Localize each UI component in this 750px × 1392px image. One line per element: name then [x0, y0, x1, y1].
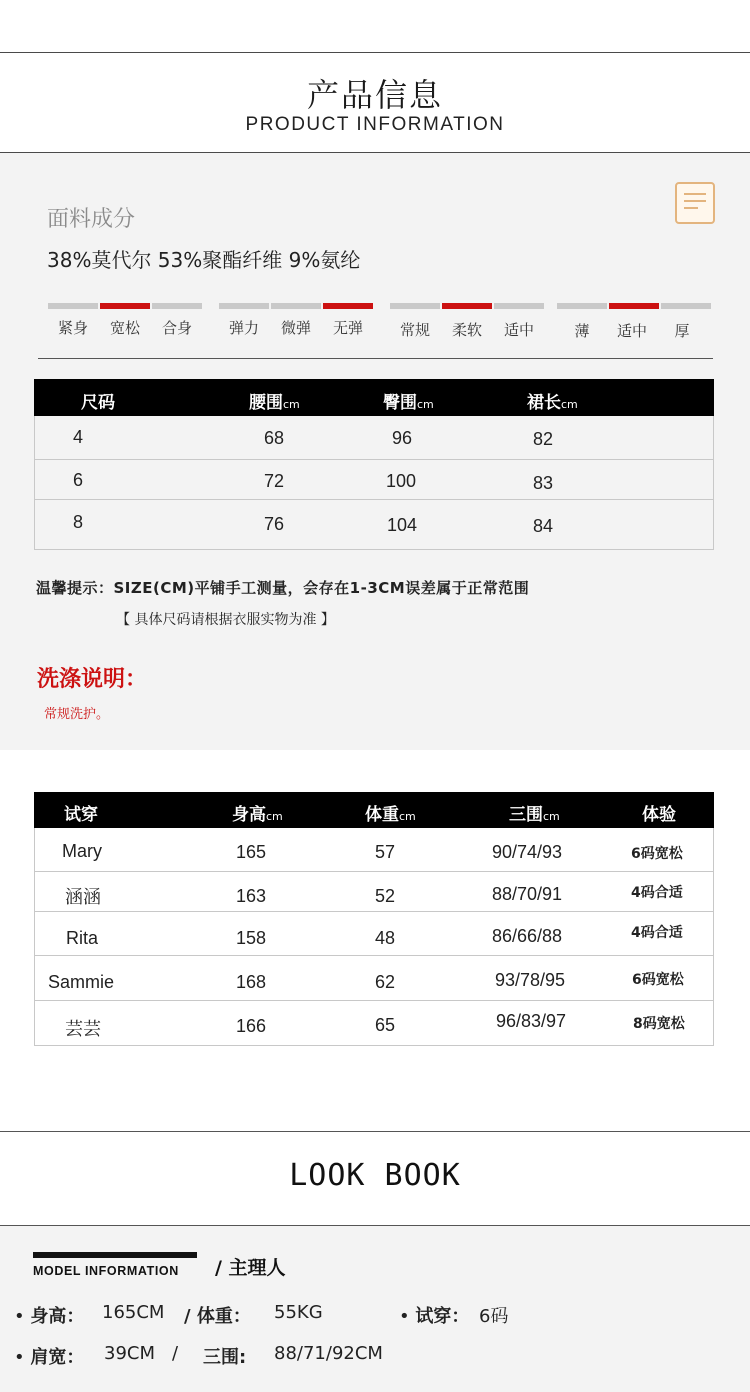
rating-bar — [48, 303, 98, 309]
model-info-accent-bar — [33, 1252, 197, 1258]
section-subtitle: PRODUCT INFORMATION — [245, 114, 505, 135]
rating-option: 弹力 — [228, 319, 259, 337]
rating-option: 适中 — [503, 321, 534, 339]
table-cell: 168 — [236, 972, 267, 992]
rating-bar — [661, 303, 711, 309]
table-cell: 8 — [73, 512, 84, 532]
rating-bar — [557, 303, 607, 309]
wash-instructions-text: 常规洗护。 — [44, 707, 110, 722]
rating-option: 厚 — [674, 322, 690, 340]
rating-option: 合身 — [161, 319, 192, 337]
rating-bar-selected — [609, 303, 659, 309]
table-cell: 83 — [533, 473, 554, 493]
table-cell: 6 — [73, 470, 84, 490]
table-cell: 涵涵 — [65, 887, 101, 907]
rating-option: 无弹 — [332, 319, 363, 337]
table-row — [34, 500, 714, 550]
model-bust-value: 88/71/92CM — [274, 1343, 383, 1364]
rating-option: 柔软 — [451, 321, 482, 339]
measurement-note: 【 具体尺码请根据衣服实物为准 】 — [116, 612, 335, 628]
table-cell: 96/83/97 — [496, 1011, 567, 1031]
table-cell: 72 — [264, 471, 285, 491]
table-row — [34, 460, 714, 500]
table-cell: 65 — [375, 1015, 396, 1035]
table-cell: 6码宽松 — [632, 972, 684, 988]
table-cell: 52 — [375, 886, 396, 906]
header-top-divider — [0, 52, 750, 53]
table-cell: 6码宽松 — [631, 846, 683, 862]
model-weight: / 体重： — [184, 1306, 251, 1327]
rating-option: 薄 — [574, 322, 590, 340]
rating-bar-selected — [442, 303, 492, 309]
table-cell: 90/74/93 — [492, 842, 563, 862]
model-host-label: / 主理人 — [215, 1257, 286, 1279]
table-row — [34, 912, 714, 956]
table-row — [34, 416, 714, 460]
table-cell: 76 — [264, 514, 285, 534]
table-cell: 84 — [533, 516, 554, 536]
table-cell: 165 — [236, 842, 267, 862]
note-icon — [675, 182, 715, 224]
lookbook-top-divider — [0, 1131, 750, 1132]
measurement-tip: 温馨提示：SIZE(CM)平铺手工测量，会存在1-3CM误差属于正常范围 — [36, 579, 530, 597]
rating-option: 适中 — [616, 322, 647, 340]
rating-bar — [219, 303, 269, 309]
fabric-composition: 38%莫代尔 53%聚酯纤维 9%氨纶 — [47, 248, 361, 272]
lookbook-title: LOOK BOOK — [289, 1158, 461, 1193]
rating-option: 常规 — [399, 321, 430, 339]
model-shoulder-value: 39CM — [104, 1343, 156, 1364]
table-row — [34, 956, 714, 1001]
table-cell: 62 — [375, 972, 396, 992]
column-header: 身高cm — [232, 805, 283, 825]
model-info-label: MODEL INFORMATION — [33, 1264, 179, 1278]
table-cell: Rita — [66, 928, 99, 948]
table-cell: 166 — [236, 1016, 267, 1036]
model-shoulder: • 肩宽： — [14, 1347, 85, 1368]
section-title: 产品信息 — [306, 76, 443, 114]
table-cell: 芸芸 — [65, 1019, 101, 1039]
column-header: 体重cm — [365, 805, 416, 825]
column-header: 尺码 — [81, 393, 115, 413]
column-header: 试穿 — [64, 805, 98, 825]
table-cell: 68 — [264, 428, 285, 448]
table-cell: Mary — [62, 841, 102, 861]
fabric-label: 面料成分 — [47, 207, 136, 232]
model-weight-value: 55KG — [274, 1302, 323, 1323]
rating-option: 紧身 — [57, 319, 88, 337]
table-row — [34, 1001, 714, 1046]
table-cell: 104 — [387, 515, 418, 535]
table-cell: 48 — [375, 928, 396, 948]
table-cell: 4码合适 — [631, 885, 683, 901]
table-cell: 100 — [386, 471, 417, 491]
table-row — [34, 828, 714, 872]
rating-option: 宽松 — [109, 319, 140, 337]
table-cell: 8码宽松 — [633, 1016, 685, 1032]
table-cell: 96 — [392, 428, 413, 448]
model-height-value: 165CM — [102, 1302, 165, 1323]
section-divider — [38, 358, 713, 359]
table-cell: 86/66/88 — [492, 926, 563, 946]
rating-bar — [271, 303, 321, 309]
size-table-header — [34, 379, 714, 416]
column-header: 裙长cm — [527, 393, 578, 413]
column-header: 体验 — [642, 805, 676, 825]
table-cell: 57 — [375, 842, 396, 862]
table-cell: 158 — [236, 928, 267, 948]
column-header: 臀围cm — [383, 393, 434, 413]
table-cell: 82 — [533, 429, 554, 449]
table-cell: 93/78/95 — [495, 970, 566, 990]
model-tryon-value: 6码 — [479, 1306, 509, 1327]
rating-bar — [494, 303, 544, 309]
rating-bar-selected — [100, 303, 150, 309]
rating-bar-selected — [323, 303, 373, 309]
table-row — [34, 872, 714, 912]
wash-instructions-title: 洗涤说明： — [37, 667, 148, 692]
table-cell: 4 — [73, 427, 84, 447]
column-header: 腰围cm — [249, 393, 300, 413]
column-header: 三围cm — [509, 805, 560, 825]
table-cell: 4码合适 — [631, 925, 683, 941]
rating-option: 微弹 — [280, 319, 311, 337]
model-height: • 身高： — [14, 1306, 85, 1327]
model-bust: 三围: — [203, 1347, 247, 1368]
tryon-table-header — [34, 792, 714, 828]
table-cell: 88/70/91 — [492, 884, 563, 904]
rating-bar — [152, 303, 202, 309]
table-cell: 163 — [236, 886, 267, 906]
model-separator: / — [172, 1343, 179, 1364]
table-cell: Sammie — [48, 972, 115, 992]
rating-bar — [390, 303, 440, 309]
model-tryon: • 试穿： — [399, 1306, 470, 1327]
